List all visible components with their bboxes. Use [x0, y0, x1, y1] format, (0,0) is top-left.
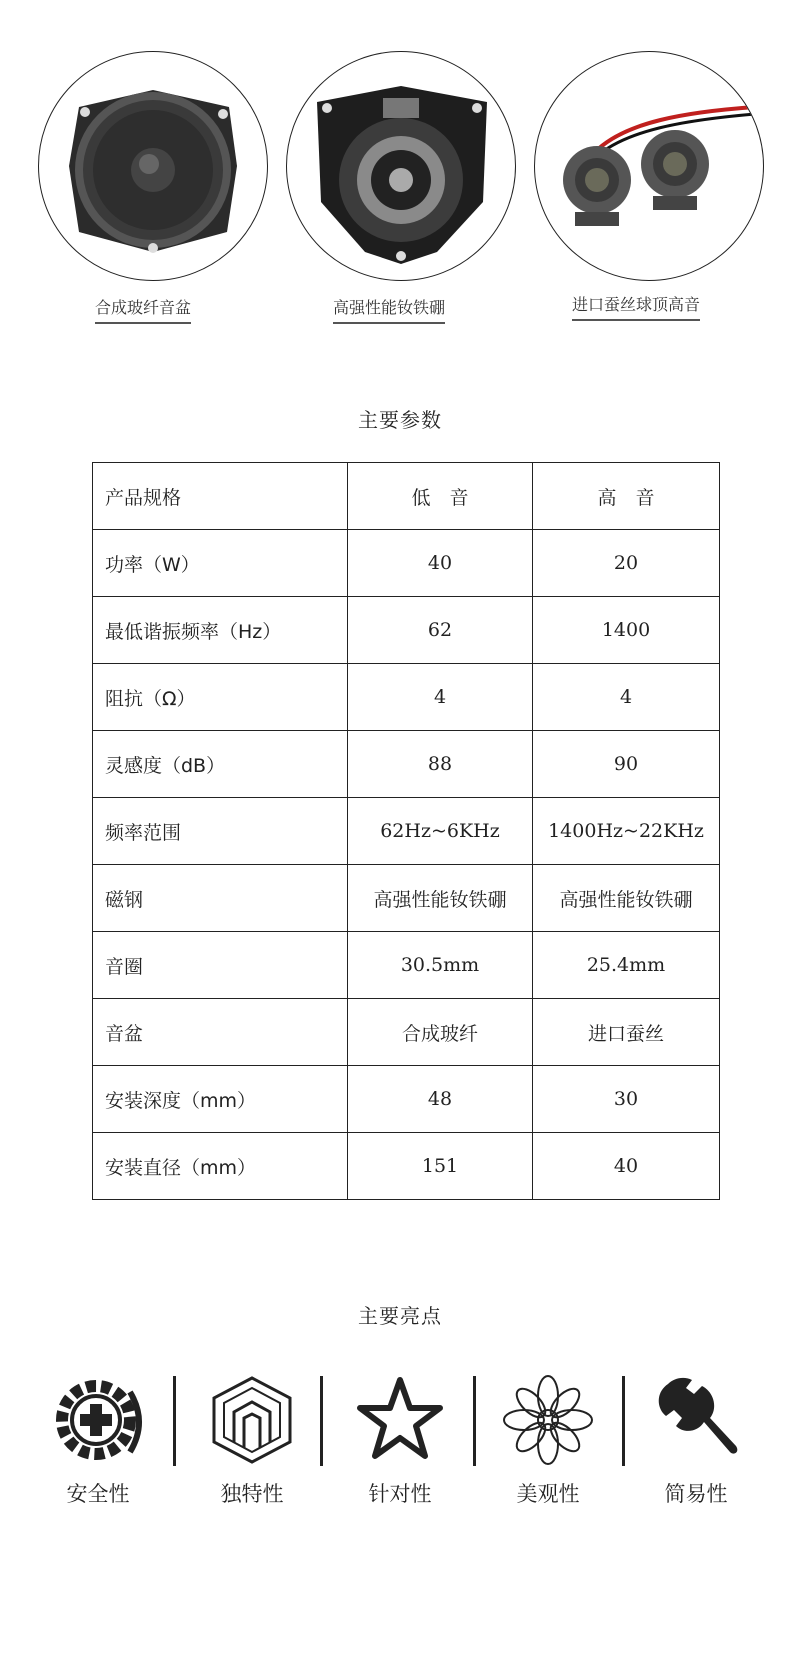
- tweeter-value: 30: [533, 1066, 720, 1133]
- unique-hexagon-icon: [204, 1372, 300, 1468]
- woofer-back-image: [286, 51, 516, 281]
- product-caption-1: 合成玻纤音盆: [95, 295, 191, 324]
- row-label: 安装直径（mm）: [93, 1133, 348, 1200]
- highlight-label: 美观性: [516, 1482, 580, 1506]
- tweeter-value: 进口蚕丝: [533, 999, 720, 1066]
- row-label: 安装深度（mm）: [93, 1066, 348, 1133]
- woofer-value: 48: [348, 1066, 533, 1133]
- highlight-label: 安全性: [66, 1482, 130, 1506]
- woofer-value: 151: [348, 1133, 533, 1200]
- row-label: 最低谐振频率（Hz）: [93, 597, 348, 664]
- safety-gear-cross-icon: [50, 1372, 146, 1468]
- woofer-value: 高强性能钕铁硼: [348, 865, 533, 932]
- tweeter-value: 90: [533, 731, 720, 798]
- table-row: [93, 1133, 720, 1200]
- woofer-value: 30.5mm: [348, 932, 533, 999]
- highlight-section-title: 主要亮点: [358, 1304, 442, 1328]
- highlight-label: 针对性: [368, 1482, 432, 1506]
- woofer-back-photo: [287, 52, 515, 280]
- highlight-safety: [38, 1372, 158, 1508]
- table-row: [93, 597, 720, 664]
- table-row: [93, 865, 720, 932]
- tweeter-value: 高强性能钕铁硼: [533, 865, 720, 932]
- tweeter-value: 25.4mm: [533, 932, 720, 999]
- row-label: 磁钢: [93, 865, 348, 932]
- highlight-label: 简易性: [664, 1482, 728, 1506]
- row-label: 灵感度（dB）: [93, 731, 348, 798]
- table-row: [93, 664, 720, 731]
- row-label: 音圈: [93, 932, 348, 999]
- woofer-value: 40: [348, 530, 533, 597]
- star-icon: [352, 1372, 448, 1468]
- header-cell: 产品规格: [93, 463, 348, 530]
- woofer-value: 88: [348, 731, 533, 798]
- product-caption-3: 进口蚕丝球顶高音: [572, 292, 700, 321]
- tweeter-pair-image: [534, 51, 764, 281]
- highlight-unique: [192, 1372, 312, 1508]
- table-row: [93, 999, 720, 1066]
- woofer-value: 合成玻纤: [348, 999, 533, 1066]
- header-cell: 低 音: [348, 463, 533, 530]
- highlight-beauty: [488, 1372, 608, 1508]
- table-header-row: [93, 463, 720, 530]
- product-caption-2: 高强性能钕铁硼: [333, 295, 445, 324]
- row-label: 音盆: [93, 999, 348, 1066]
- spec-section-title: 主要参数: [358, 408, 442, 432]
- table-row: [93, 932, 720, 999]
- woofer-front-photo: [39, 52, 267, 280]
- table-row: [93, 530, 720, 597]
- divider: [173, 1376, 176, 1466]
- woofer-value: 62: [348, 597, 533, 664]
- tweeter-value: 20: [533, 530, 720, 597]
- flower-icon: [500, 1372, 596, 1468]
- highlight-label: 独特性: [220, 1482, 284, 1506]
- row-label: 阻抗（Ω）: [93, 664, 348, 731]
- tweeter-value: 40: [533, 1133, 720, 1200]
- tweeter-value: 1400Hz~22KHz: [533, 798, 720, 865]
- tweeter-pair-photo: [535, 52, 763, 280]
- table-row: [93, 1066, 720, 1133]
- woofer-front-image: [38, 51, 268, 281]
- spec-table: [92, 462, 720, 1200]
- highlight-targeted: [340, 1372, 460, 1508]
- divider: [622, 1376, 625, 1466]
- divider: [473, 1376, 476, 1466]
- tweeter-value: 1400: [533, 597, 720, 664]
- woofer-value: 62Hz~6KHz: [348, 798, 533, 865]
- tweeter-value: 4: [533, 664, 720, 731]
- highlight-simple: [636, 1372, 756, 1508]
- row-label: 频率范围: [93, 798, 348, 865]
- table-row: [93, 731, 720, 798]
- wrench-icon: [648, 1372, 744, 1468]
- woofer-value: 4: [348, 664, 533, 731]
- table-row: [93, 798, 720, 865]
- divider: [320, 1376, 323, 1466]
- row-label: 功率（W）: [93, 530, 348, 597]
- header-cell: 高 音: [533, 463, 720, 530]
